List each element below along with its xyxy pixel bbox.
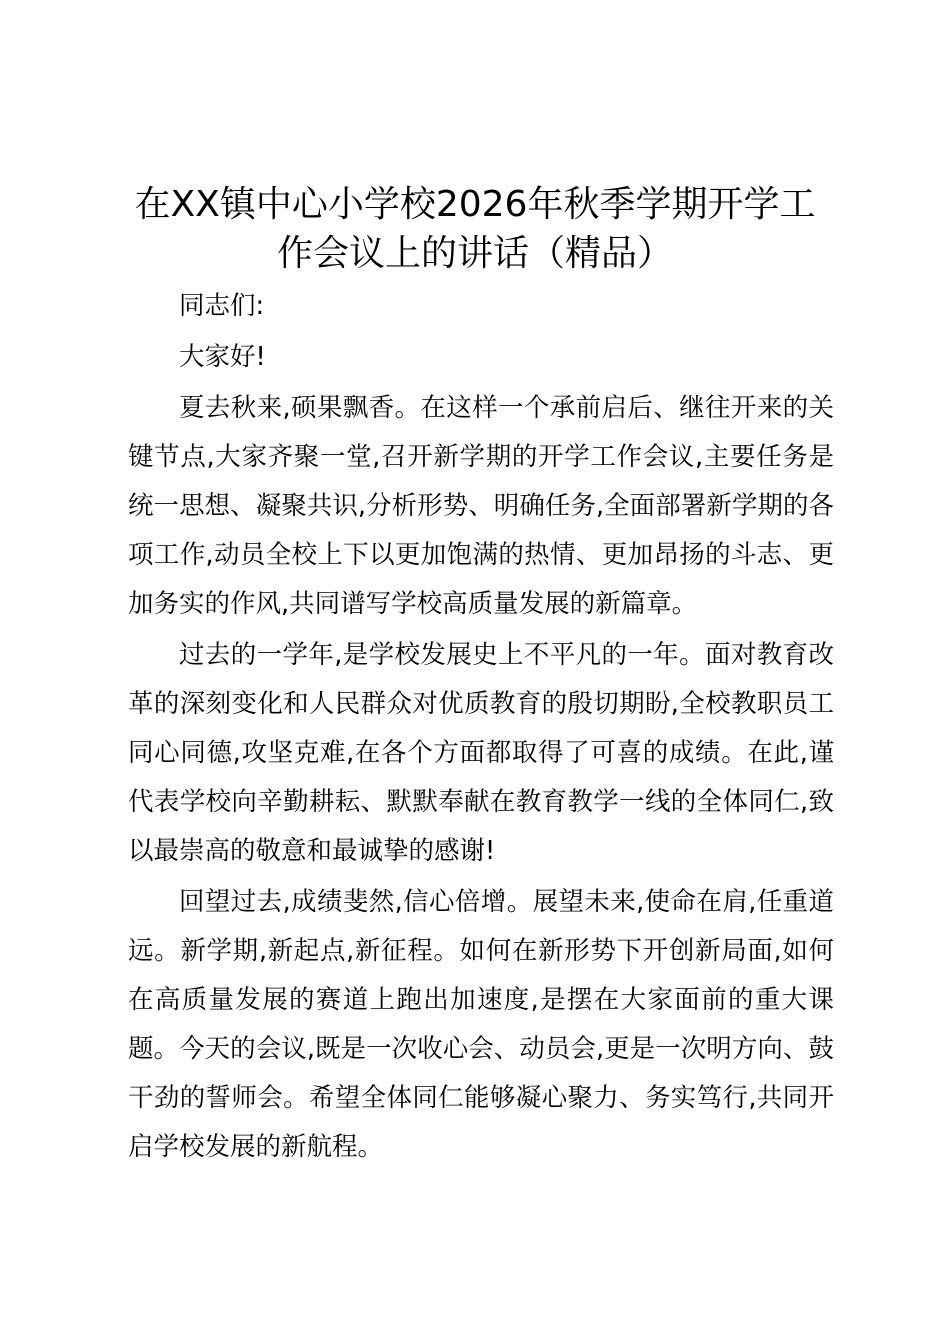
document-title: 在XX镇中心小学校2026年秋季学期开学工作会议上的讲话（精品）: [134, 184, 816, 274]
paragraph: 回望过去,成绩斐然,信心倍增。展望未来,使命在肩,任重道远。新学期,新起点,新征程。如何在新形势下开创新局面,如何在高质量发展的赛道上跑出加速度,是摆在大家面前的重大课题。今天的会议,既是一次收心会、动员会,更是一次明方向、鼓干劲的誓师会。希望全体同仁能够凝心聚力、务实笃行,共同开启学校发展的新航程。: [128, 887, 834, 1162]
paragraph: 夏去秋来,硕果飘香。在这样一个承前启后、继往开来的关键节点,大家齐聚一堂,召开新学期的开学工作会议,主要任务是统一思想、凝聚共识,分析形势、明确任务,全面部署新学期的各项工作,动员全校上下以更加饱满的热情、更加昂扬的斗志、更加务实的作风,共同谱写学校高质量发展的新篇章。: [128, 393, 834, 619]
greeting: 大家好!: [179, 342, 266, 372]
document-body: [128, 282, 834, 1174]
salutation: 同志们:: [179, 291, 265, 321]
paragraph: 过去的一学年,是学校发展史上不平凡的一年。面对教育改革的深刻变化和人民群众对优质教育的殷切期盼,全校教职员工同心同德,攻坚克难,在各个方面都取得了可喜的成绩。在此,谨代表学校向辛勤耕耘、默默奉献在教育教学一线的全体同仁,致以最崇高的敬意和最诚挚的感谢!: [128, 640, 834, 866]
